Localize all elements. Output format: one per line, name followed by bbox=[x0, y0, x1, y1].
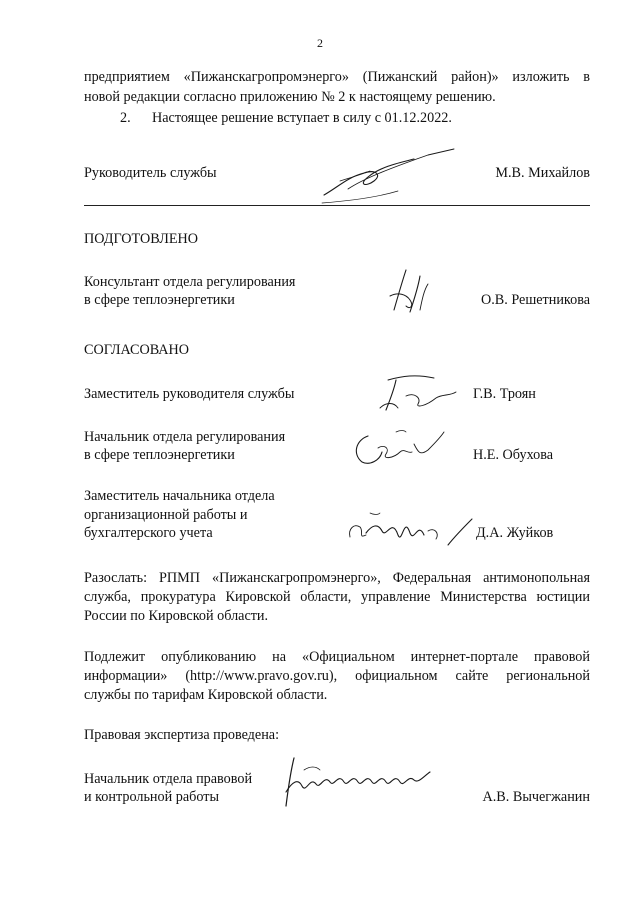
publication-line-3: службы по тарифам Кировской области. bbox=[84, 687, 328, 703]
agreed-1-position-line-1: Заместитель руководителя службы bbox=[84, 386, 295, 402]
head-title: Руководитель службы bbox=[84, 165, 217, 181]
divider-line bbox=[84, 205, 590, 206]
agreed-1-signature bbox=[372, 372, 462, 416]
agreed-3-position-line-3: бухгалтерского учета bbox=[84, 525, 213, 541]
item-2-text: Настоящее решение вступает в силу с 01.12.2022. bbox=[152, 110, 452, 126]
distribution-line-1: Разослать: РПМП «Пижанскагропромэнерго», Федеральная антимонопольная bbox=[84, 570, 590, 586]
intro-line-1: предприятием «Пижанскагропромэнерго» (Пижанский район)» изложить в bbox=[84, 69, 590, 85]
prepared-position-line-1: Консультант отдела регулирования bbox=[84, 274, 296, 290]
publication-line-1: Подлежит опубликованию на «Официальном интернет-портале правовой bbox=[84, 649, 590, 665]
agreed-2-position-line-2: в сфере теплоэнергетики bbox=[84, 447, 235, 463]
distribution-line-3: России по Кировской области. bbox=[84, 608, 269, 624]
prepared-name: О.В. Решетникова bbox=[480, 292, 590, 308]
head-signature bbox=[318, 147, 458, 205]
distribution-line-2: служба, прокуратура Кировской области, управление Министерства юстиции bbox=[84, 589, 590, 605]
legal-signature bbox=[280, 752, 440, 812]
agreed-1-name: Г.В. Троян bbox=[473, 386, 536, 402]
agreed-3-position-line-1: Заместитель начальника отдела bbox=[84, 488, 275, 504]
prepared-signature bbox=[384, 266, 444, 318]
prepared-heading: ПОДГОТОВЛЕНО bbox=[84, 231, 198, 247]
agreed-heading: СОГЛАСОВАНО bbox=[84, 342, 190, 358]
page-number: 2 bbox=[317, 36, 323, 50]
agreed-3-signature bbox=[344, 505, 476, 551]
agreed-3-position-line-2: организационной работы и bbox=[84, 507, 248, 523]
legal-note: Правовая экспертиза проведена: bbox=[84, 727, 280, 743]
legal-name: А.В. Вычегжанин bbox=[482, 789, 590, 805]
agreed-2-signature bbox=[348, 424, 448, 470]
publication-line-2: информации» (http://www.pravo.gov.ru), официальном сайте региональной bbox=[84, 668, 590, 684]
agreed-2-name: Н.Е. Обухова bbox=[473, 447, 554, 463]
head-name: М.В. Михайлов bbox=[495, 165, 590, 181]
legal-position-line-1: Начальник отдела правовой bbox=[84, 771, 253, 787]
intro-line-2: новой редакции согласно приложению № 2 к настоящему решению. bbox=[84, 89, 496, 105]
legal-position-line-2: и контрольной работы bbox=[84, 789, 219, 805]
prepared-position-line-2: в сфере теплоэнергетики bbox=[84, 292, 235, 308]
agreed-2-position-line-1: Начальник отдела регулирования bbox=[84, 429, 286, 445]
item-2-number: 2. bbox=[120, 110, 131, 126]
agreed-3-name: Д.А. Жуйков bbox=[476, 525, 554, 541]
